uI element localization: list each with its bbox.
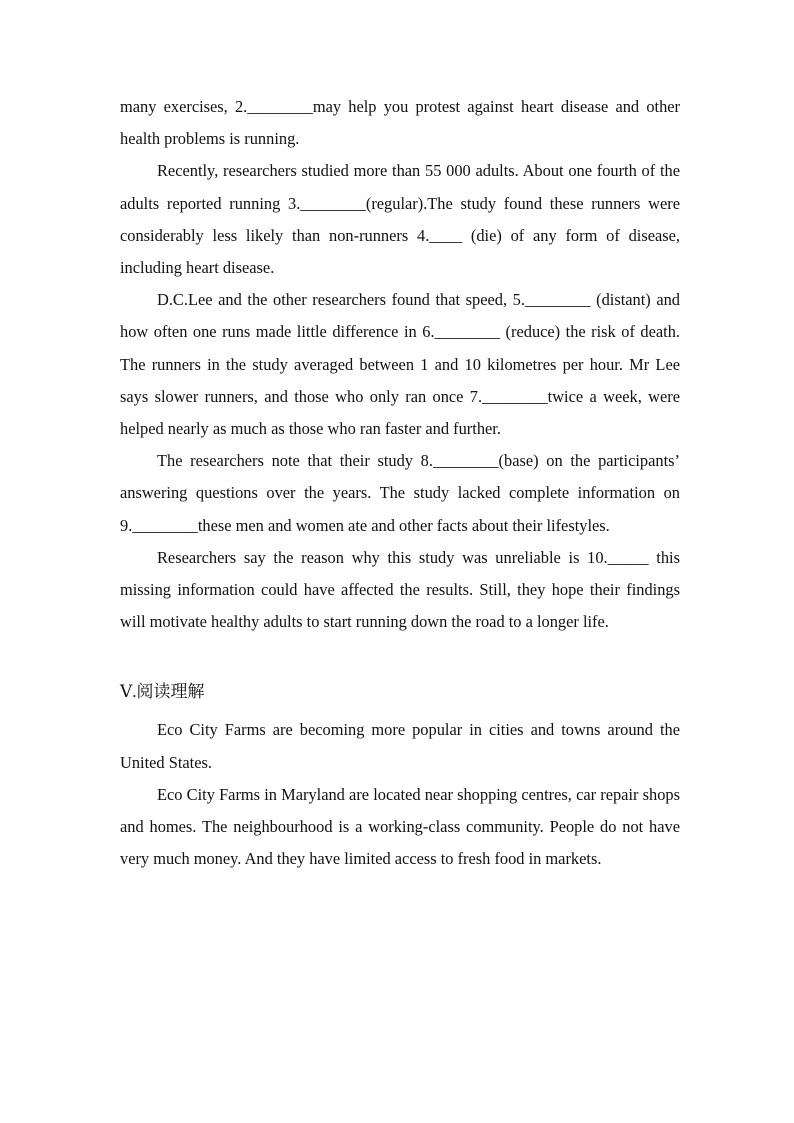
passage-eco-city-farms <box>120 714 680 875</box>
paragraph-study-limitations: The researchers note that their study 8.________(base) on the participants’ answering questions over the years. The study lacked complete information on 9.________these men and women ate and other facts about their lifestyles. <box>120 451 680 535</box>
paragraph-researchers-study: Recently, researchers studied more than 55 000 adults. About one fourth of the adults reported running 3.________(regular).The study found these runners were considerably less likely than non-runners 4.____ (die) of any form of disease, including heart disease. <box>120 161 680 278</box>
document-body <box>120 91 680 875</box>
section-heading-reading-comprehension: Ⅴ.阅读理解 <box>120 682 205 702</box>
paragraph-exercises: many exercises, 2.________may help you protest against heart disease and other health problems is running. <box>120 97 680 149</box>
passage-running <box>120 91 680 638</box>
paragraph-unreliable-reason: Researchers say the reason why this study was unreliable is 10._____ this missing information could have affected the results. Still, they hope their findings will motivate healthy adults to start running down the road to a longer life. <box>120 547 680 632</box>
paragraph-eco-farms-maryland: Eco City Farms in Maryland are located near shopping centres, car repair shops and homes. The neighbourhood is a working-class community. People do not have very much money. And they have limited access to fresh food in markets. <box>120 784 680 869</box>
paragraph-eco-farms-intro: Eco City Farms are becoming more popular in cities and towns around the United States. <box>120 720 680 772</box>
paragraph-lee-findings: D.C.Lee and the other researchers found that speed, 5.________ (distant) and how often one runs made little difference in 6.________ (reduce) the risk of death. The runners in the study averaged between 1 and 10 kilometres per hour. Mr Lee says slower runners, and those who only ran once 7.________twice a week, were helped nearly as much as those who ran faster and further. <box>120 290 680 439</box>
